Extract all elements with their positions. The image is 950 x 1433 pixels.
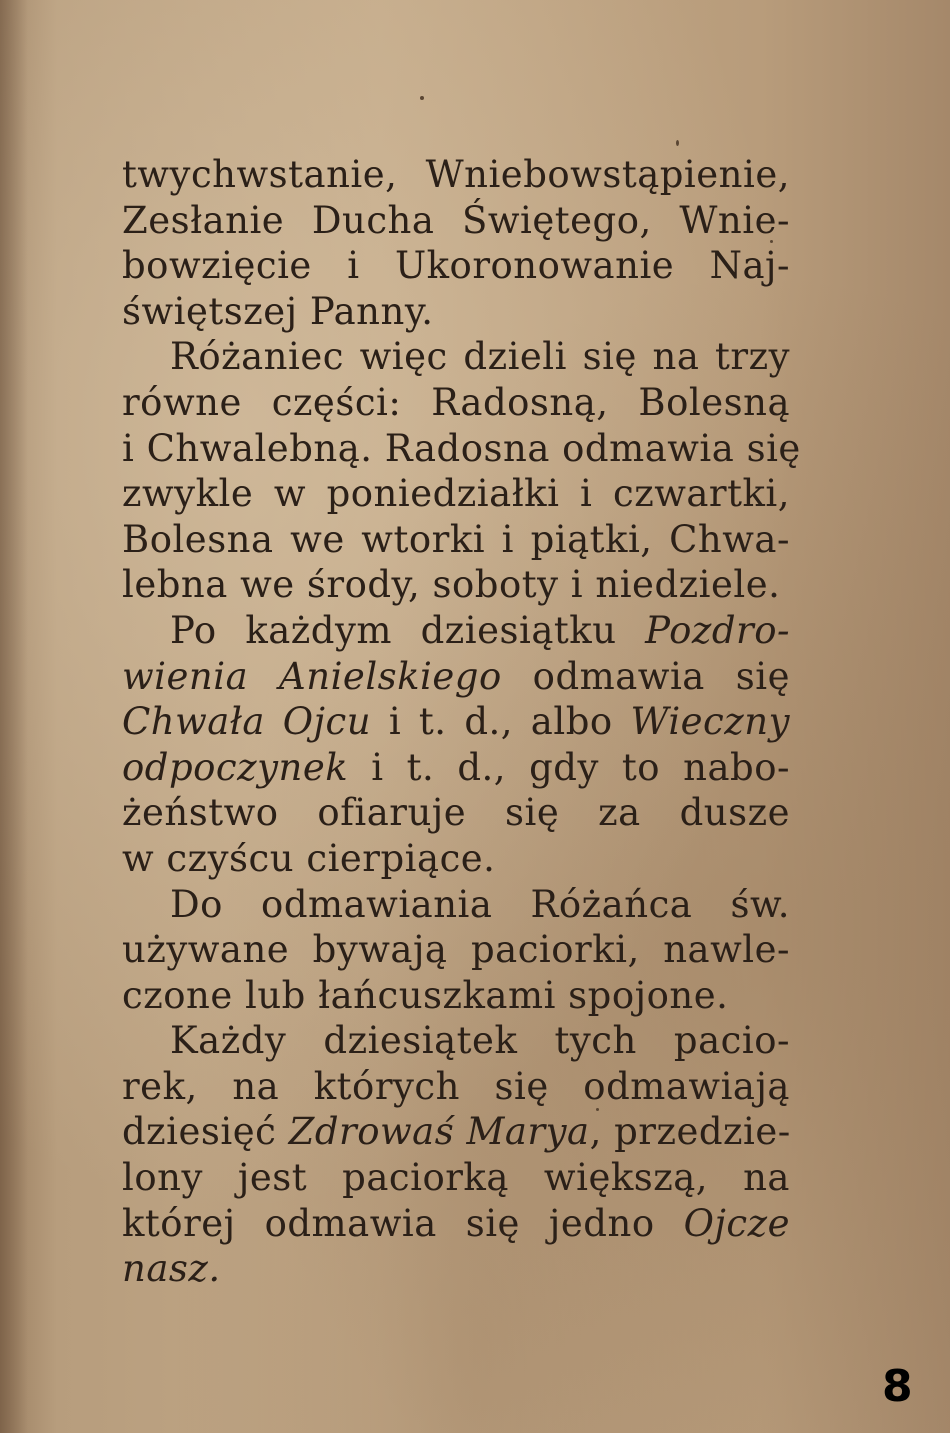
paragraph [122,152,790,334]
ink-speck [676,140,679,146]
text-line [122,1018,790,1064]
text-line [122,745,790,791]
text-line [122,426,801,472]
text-segment: Różaniec więc dzieli się na trzy [170,335,790,379]
italic-segment: Wieczny [630,700,790,744]
text-line [122,471,790,517]
text-line [122,882,790,928]
text-segment: i t. d., albo [371,700,631,744]
text-segment: Po każdym dziesiątku [170,608,646,652]
text-line [122,152,790,198]
text-line [122,380,790,426]
text-line [122,973,790,1019]
paragraph [122,882,790,1019]
text-segment: lony jest paciorką większą, na [122,1156,790,1200]
text-line [122,1109,790,1155]
page-number: 8 [882,1361,913,1412]
paragraph [122,1018,790,1292]
text-segment: Bolesna we wtorki i piątki, Chwa- [122,517,790,561]
text-segment: twychwstanie, Wniebowstąpienie, [122,153,790,196]
text-segment: której odmawia się jedno [122,1201,684,1245]
text-segment: i Chwalebną. Radosna odmawia się [122,426,801,470]
text-line [122,198,790,244]
text-line [122,334,790,380]
text-line [122,1155,790,1201]
text-line [122,1064,790,1110]
text-segment: lebna we środy, soboty i niedziele. [122,563,781,607]
text-line [122,1201,790,1247]
text-line [122,562,790,608]
italic-segment: Chwała Ojcu [122,700,372,744]
text-line [122,243,790,289]
text-segment: w czyścu cierpiące. [122,836,496,880]
text-line [122,927,790,973]
italic-segment: Pozdro- [645,608,790,652]
text-segment: Każdy dziesiątek tych pacio- [170,1019,790,1063]
text-segment: Zesłanie Ducha Świętego, Wnie- [122,198,790,242]
text-line [122,608,790,654]
text-segment: używane bywają paciorki, nawle- [122,928,790,972]
text-segment: świętszej Panny. [122,289,434,333]
text-segment: równe części: Radosną, Bolesną [122,380,790,424]
text-segment: , przedzie- [589,1110,791,1154]
italic-segment: odpoczynek [122,745,349,789]
text-segment: bowzięcie i Ukoronowanie Naj- [122,244,790,288]
text-line [122,517,790,563]
italic-segment: Zdrowaś Marya [288,1110,590,1154]
text-line [122,1246,790,1292]
text-line [122,654,790,700]
text-line [122,289,790,335]
paragraph [122,608,790,882]
ink-speck [420,96,424,100]
text-segment: i t. d., gdy to nabo- [348,745,790,789]
italic-segment: Ojcze [683,1201,790,1245]
text-segment: dziesięć [122,1110,289,1154]
paragraph [122,334,801,608]
text-segment: rek, na których się odmawiają [122,1064,790,1108]
body-text [122,152,801,1292]
text-segment: czone lub łańcuszkami spojone. [122,973,729,1017]
italic-segment: wienia Anielskiego [122,654,502,698]
text-line [122,836,790,882]
text-line [122,790,790,836]
text-segment: odmawia się [501,654,790,698]
text-segment: zwykle w poniedziałki i czwartki, [122,472,790,516]
text-segment: żeństwo ofiaruje się za dusze [122,791,790,835]
italic-segment: nasz. [122,1247,221,1291]
text-segment: Do odmawiania Różańca św. [170,882,790,926]
text-line [122,699,790,745]
